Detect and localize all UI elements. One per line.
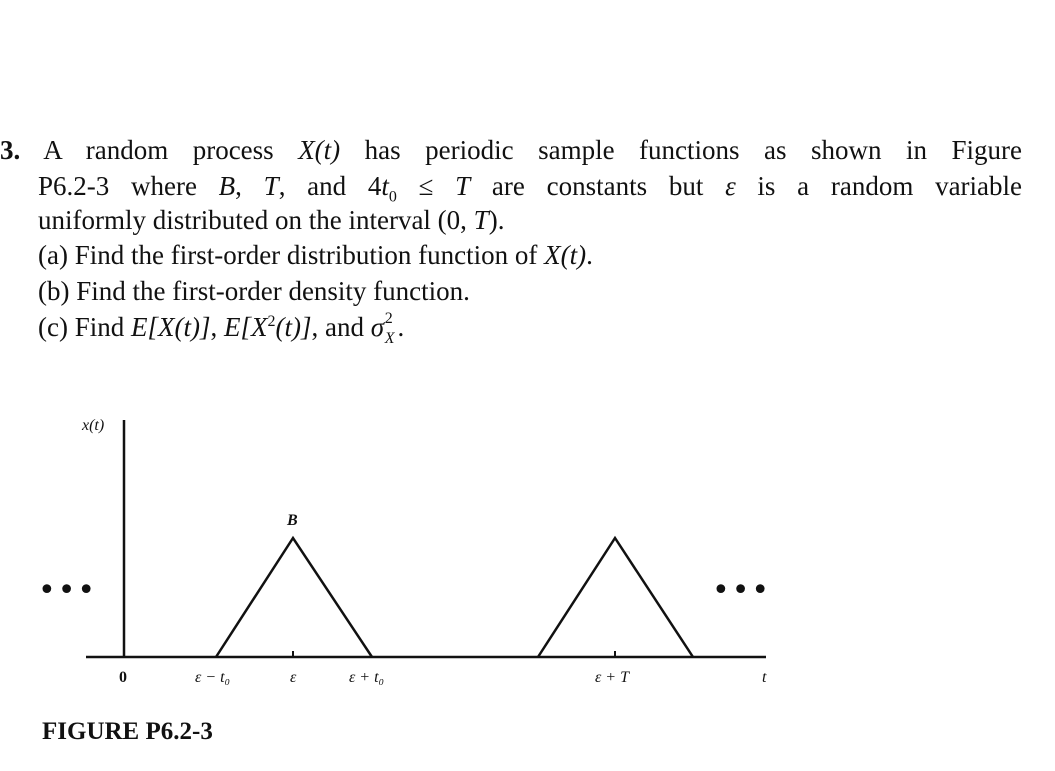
triangle-pulse-1: [216, 538, 372, 657]
x-label-eps-plus-t0: ε + t₀: [349, 669, 385, 686]
ellipsis-right: •••: [712, 573, 772, 608]
part-b-label: (b): [38, 276, 70, 306]
problem-line-2: P6.2-3 where B, T, and $4t_0 \le T$ are constants but ε is a random variable: [38, 171, 1023, 206]
problem-number: 3.: [0, 135, 21, 165]
x-label-eps-plus-T: ε + T: [595, 669, 629, 686]
triangle-pulse-2: [538, 538, 693, 657]
ellipsis-left: •••: [38, 573, 98, 608]
part-b: (b) Find the first-order density function.: [38, 276, 470, 306]
peak-label: B: [287, 512, 298, 529]
y-axis-label: x(t): [82, 417, 105, 434]
part-a: (a) Find the first-order distribution function of X(t).: [38, 240, 593, 270]
sigma-symbol: σ 2 X: [370, 310, 395, 347]
problem-intro: A random process X(t) has periodic sample functions as shown in Figure: [43, 135, 1022, 165]
part-c: (c) Find E[X(t)], $E[X^2(t)]$, and σ 2 X .: [38, 310, 405, 347]
x-label-eps: ε: [290, 669, 297, 686]
part-c-label: (c): [38, 312, 68, 342]
x-label-eps-minus-t0: ε − t₀: [195, 669, 231, 686]
x-label-zero: 0: [119, 669, 127, 686]
figure-caption: FIGURE P6.2-3: [42, 718, 213, 745]
x-label-t: t: [762, 669, 767, 686]
problem-line-3: uniformly distributed on the interval (0, T).: [38, 205, 505, 235]
part-a-label: (a): [38, 240, 68, 270]
